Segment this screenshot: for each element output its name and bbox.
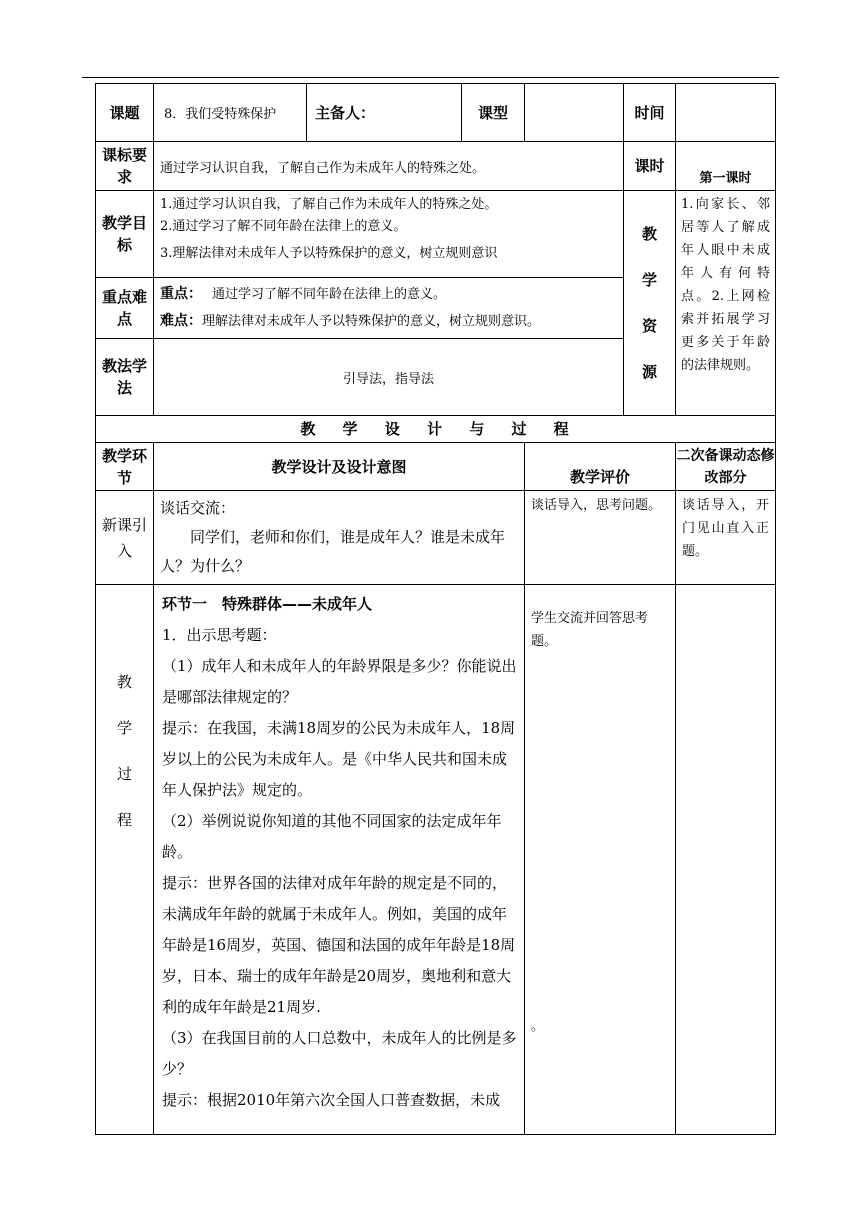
process-label [96, 585, 154, 1135]
process-para-6: （3）在我国目前的人口总数中，未成年人的比例是多少？ [162, 1029, 517, 1078]
process-heading: 环节一 特殊群体——未成年人 [162, 595, 373, 613]
author-label: 主备人： [307, 84, 462, 142]
process-label-2: 学 [116, 719, 132, 737]
intro-line-2: 同学们，老师和你们，谁是成年人？谁是未成年人？为什么？ [160, 528, 506, 575]
process-row [96, 585, 776, 1135]
column-header-row [96, 443, 776, 491]
topic-value: 8．我们受特殊保护 [154, 84, 307, 142]
process-evaluation [525, 585, 676, 1135]
intro-content [154, 491, 525, 585]
standard-label: 课标要求 [96, 142, 154, 191]
goal-2: 2.通过学习了解不同年龄在法律上的意义。 [160, 219, 407, 234]
col-revision: 二次备课动态修改部分 [676, 443, 776, 491]
resources-label-4: 源 [641, 363, 657, 381]
process-para-4: （2）举例说说你知道的其他不同国家的法定成年年龄。 [162, 812, 502, 861]
resources-text: 1.向家长、邻居等人了解成年人眼中未成年人有何特点。2.上网检索并拓展学习更多关于年龄的法律规则。 [676, 191, 776, 416]
lesson-type-label: 课型 [462, 84, 525, 142]
keypoints-content [154, 278, 624, 339]
process-label-4: 程 [116, 811, 132, 829]
process-para-3: 提示：在我国，未满18周岁的公民为未成年人，18周岁以上的公民为未成年人。是《中华人民共和国未成年人保护法》规定的。 [162, 719, 516, 799]
resources-label [624, 191, 676, 416]
process-label-3: 过 [116, 765, 132, 783]
topic-label: 课题 [96, 84, 154, 142]
col-design: 教学设计及设计意图 [154, 443, 525, 491]
keypoints-label: 重点难点 [96, 278, 154, 339]
resources-label-1: 教 [641, 225, 657, 243]
section-title: 教 学 设 计 与 过 程 [96, 416, 776, 443]
goals-row [96, 191, 776, 278]
intro-line-1: 谈话交流： [160, 499, 236, 517]
key-label: 重点： [160, 286, 202, 302]
process-eval-text: 学生交流并回答思考题。 [531, 611, 649, 649]
intro-row [96, 491, 776, 585]
goal-3: 3.理解法律对未成年人予以特殊保护的意义，树立规则意识 [160, 246, 498, 261]
process-para-1: 1．出示思考题： [162, 626, 277, 644]
goal-1: 1.通过学习认识自我，了解自己作为未成年人的特殊之处。 [160, 197, 498, 212]
header-row [96, 84, 776, 142]
time-label: 时间 [624, 84, 676, 142]
goals-list [154, 191, 624, 278]
process-para-2: （1）成年人和未成年人的年龄界限是多少？你能说出是哪部法律规定的？ [162, 657, 517, 706]
intro-label: 新课引入 [96, 491, 154, 585]
section-title-row [96, 416, 776, 443]
intro-evaluation: 谈话导入，思考问题。 [525, 491, 676, 585]
lesson-type-value [525, 84, 624, 142]
key-text: 通过学习了解不同年龄在法律上的意义。 [212, 287, 447, 302]
col-evaluation: 教学评价 [525, 443, 676, 491]
period-label: 课时 [624, 142, 676, 191]
col-stage: 教学环节 [96, 443, 154, 491]
top-rule [82, 77, 779, 78]
period-value: 第一课时 [676, 142, 776, 191]
hard-label: 难点： [160, 313, 202, 329]
standard-text: 通过学习认识自我，了解自己作为未成年人的特殊之处。 [154, 142, 624, 191]
process-eval-mark: 。 [531, 1019, 545, 1034]
intro-revision: 谈话导入，开门见山直入正题。 [676, 491, 776, 585]
process-label-1: 教 [116, 673, 132, 691]
process-para-5: 提示：世界各国的法律对成年年龄的规定是不同的，未满成年年龄的就属于未成年人。例如，美国的成年年龄是16周岁，英国、德国和法国的成年年龄是18周岁，日本、瑞士的成年年龄是20周岁，奥地利和意大利的成年年龄是21周岁. [162, 874, 516, 1016]
lesson-plan-table [95, 83, 776, 1135]
resources-label-3: 资 [641, 317, 657, 335]
method-text: 引导法，指导法 [154, 339, 624, 416]
process-content [154, 585, 525, 1135]
standard-row [96, 142, 776, 191]
goals-label: 教学目标 [96, 191, 154, 278]
hard-text: 理解法律对未成年人予以特殊保护的意义，树立规则意识。 [202, 314, 541, 329]
method-label: 教法学法 [96, 339, 154, 416]
process-para-7: 提示：根据2010年第六次全国人口普查数据，未成 [162, 1091, 501, 1109]
resources-label-2: 学 [641, 271, 657, 289]
time-value [676, 84, 776, 142]
process-revision [676, 585, 776, 1135]
